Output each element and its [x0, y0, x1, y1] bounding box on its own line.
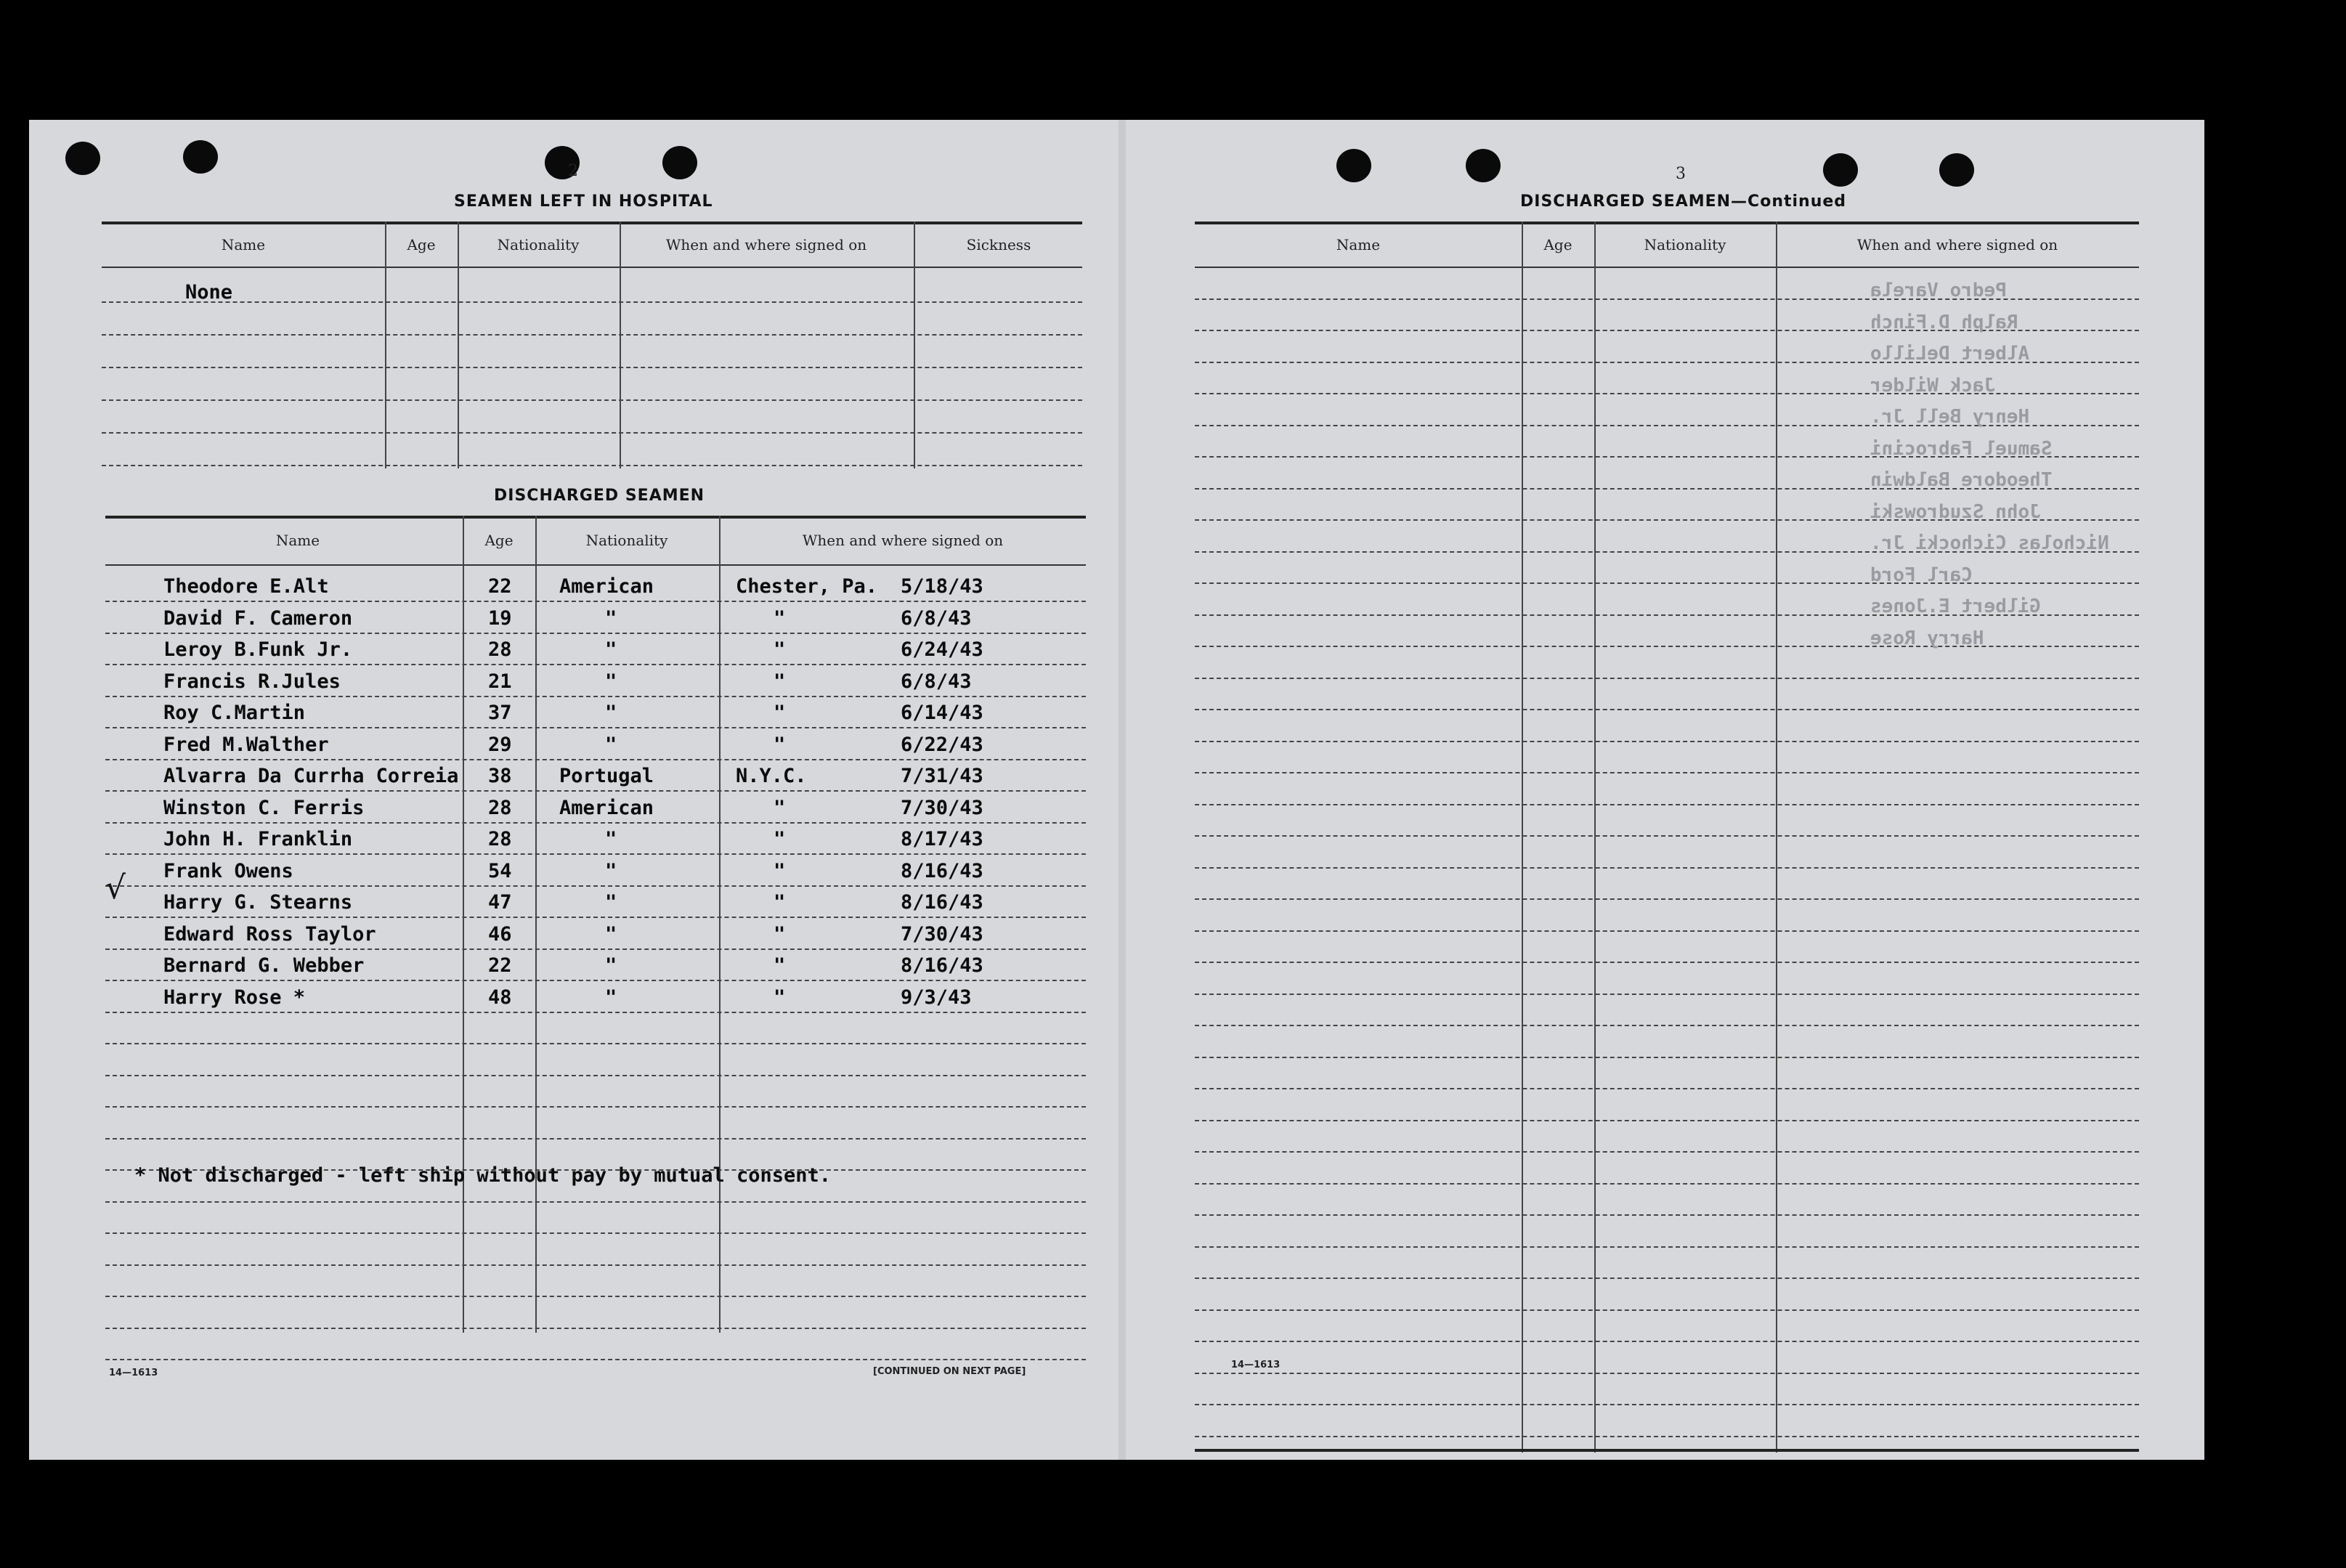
seaman-name: Winston C. Ferris: [163, 796, 365, 819]
seaman-nationality: ": [605, 922, 617, 946]
column-header-name: Name: [221, 236, 266, 253]
seaman-name: Frank Owens: [163, 859, 293, 882]
signed-on-date: 8/16/43: [901, 891, 983, 914]
seaman-nationality: ": [605, 828, 617, 850]
signed-on-date: 8/16/43: [901, 859, 983, 882]
seaman-name: Leroy B.Funk Jr.: [163, 638, 353, 661]
column-header-age: Age: [407, 236, 436, 253]
seaman-age: 46: [488, 922, 512, 946]
seaman-age: 48: [488, 986, 512, 1009]
bleed-through-text: Theodore Baldwin: [1870, 469, 2053, 491]
continued-note: [CONTINUED ON NEXT PAGE]: [873, 1366, 1026, 1377]
seaman-age: 22: [488, 954, 512, 977]
seaman-nationality: ": [605, 606, 617, 630]
bleed-through-text: Jack Wilder: [1870, 374, 1996, 397]
discharged-continued-title: DISCHARGED SEAMEN—Continued: [1520, 192, 1847, 211]
discharged-continued-table: [1195, 222, 2139, 1453]
seaman-name: Harry Rose *: [163, 986, 306, 1009]
seaman-age: 19: [488, 606, 512, 630]
signed-on-date: 8/16/43: [901, 954, 983, 977]
signed-on-place: ": [774, 828, 786, 850]
seaman-age: 38: [488, 765, 512, 787]
bleed-through-text: Nicholas Cichocki Jr.: [1870, 532, 2109, 554]
seaman-age: 28: [488, 828, 512, 850]
left-page: [29, 120, 1119, 1460]
bleed-through-text: Albert DeLillo: [1870, 343, 2030, 365]
seaman-age: 28: [488, 638, 512, 661]
column-header-name: Name: [275, 532, 320, 549]
seaman-nationality: ": [605, 986, 617, 1009]
seaman-name: John H. Franklin: [163, 828, 353, 850]
seaman-age: 28: [488, 796, 512, 819]
signed-on-date: 9/3/43: [901, 986, 972, 1009]
signed-on-place: ": [774, 733, 786, 756]
seaman-age: 37: [488, 702, 512, 724]
hospital-section-title: SEAMEN LEFT IN HOSPITAL: [454, 192, 713, 211]
seaman-name: Alvarra Da Currha Correia: [163, 765, 459, 787]
seaman-nationality: ": [605, 733, 617, 756]
bleed-through-text: Gilbert E.Jones: [1870, 596, 2041, 617]
signed-on-date: 7/30/43: [901, 796, 983, 819]
bleed-through-text: Henry Bell Jr.: [1870, 406, 2030, 428]
page-fold: [1119, 120, 1126, 1460]
column-header-signed-on: When and where signed on: [1856, 236, 2058, 253]
column-header-name: Name: [1336, 236, 1381, 253]
signed-on-date: 6/14/43: [901, 702, 983, 724]
column-header-age: Age: [1543, 236, 1572, 253]
column-header-signed-on: When and where signed on: [665, 236, 867, 253]
binder-hole: [1466, 149, 1501, 182]
signed-on-date: 6/8/43: [901, 670, 972, 693]
signed-on-place: Chester, Pa.: [736, 575, 878, 598]
column-header-sickness: Sickness: [966, 236, 1031, 253]
binder-hole: [1939, 153, 1974, 187]
seaman-nationality: ": [605, 638, 617, 661]
signed-on-place: ": [774, 922, 786, 946]
seaman-nationality: American: [559, 575, 654, 598]
hospital-table: [102, 222, 1082, 468]
form-number: 14—1613: [109, 1368, 158, 1378]
binder-hole: [1823, 153, 1858, 187]
column-header-nationality: Nationality: [497, 236, 580, 253]
bleed-through-text: Ralph D.Finch: [1870, 311, 2018, 333]
seaman-age: 54: [488, 859, 512, 882]
signed-on-date: 5/18/43: [901, 575, 983, 598]
bleed-through-text: Samuel Fabrocini: [1870, 437, 2053, 460]
page-number: 3: [1676, 165, 1686, 183]
seaman-nationality: ": [605, 954, 617, 977]
hospital-entry: None: [185, 281, 233, 304]
signed-on-date: 7/31/43: [901, 765, 983, 787]
signed-on-date: 6/22/43: [901, 733, 983, 756]
binder-hole: [183, 140, 218, 174]
column-header-signed-on: When and where signed on: [802, 532, 1004, 549]
bleed-through-text: Carl Ford: [1870, 564, 1973, 586]
column-header-nationality: Nationality: [1644, 236, 1726, 253]
document-sheet: [29, 120, 2204, 1460]
signed-on-place: ": [774, 954, 786, 977]
check-mark: √: [105, 869, 126, 906]
bleed-through-text: Harry Rose: [1870, 627, 1984, 649]
form-number: 14—1613: [1231, 1360, 1280, 1370]
seaman-age: 47: [488, 891, 512, 914]
signed-on-place: N.Y.C.: [736, 765, 807, 787]
discharged-table: [105, 516, 1086, 1333]
signed-on-place: ": [774, 638, 786, 661]
signed-on-place: ": [774, 796, 786, 819]
seaman-name: Fred M.Walther: [163, 733, 329, 756]
binder-hole: [65, 142, 100, 175]
right-page: [1126, 120, 2204, 1460]
signed-on-place: ": [774, 606, 786, 630]
signed-on-date: 8/17/43: [901, 828, 983, 850]
seaman-name: Roy C.Martin: [163, 702, 306, 724]
discharged-section-title: DISCHARGED SEAMEN: [494, 487, 705, 505]
signed-on-place: ": [774, 859, 786, 882]
bleed-through-text: Pedro Varela: [1870, 280, 2007, 301]
seaman-name: David F. Cameron: [163, 606, 353, 630]
signed-on-place: ": [774, 986, 786, 1009]
seaman-nationality: ": [605, 702, 617, 724]
binder-hole: [1336, 149, 1371, 182]
seaman-age: 22: [488, 575, 512, 598]
seaman-nationality: Portugal: [559, 765, 654, 787]
signed-on-date: 6/24/43: [901, 638, 983, 661]
seaman-age: 21: [488, 670, 512, 693]
seaman-name: Edward Ross Taylor: [163, 922, 376, 946]
footnote: * Not discharged - left ship without pay by mutual consent.: [134, 1164, 832, 1187]
seaman-name: Harry G. Stearns: [163, 891, 353, 914]
seaman-name: Bernard G. Webber: [163, 954, 365, 977]
seaman-nationality: ": [605, 891, 617, 914]
seaman-nationality: American: [559, 796, 654, 819]
seaman-nationality: ": [605, 670, 617, 693]
page-number: 2: [568, 162, 578, 180]
seaman-age: 29: [488, 733, 512, 756]
signed-on-date: 6/8/43: [901, 606, 972, 630]
seaman-name: Francis R.Jules: [163, 670, 341, 693]
column-header-nationality: Nationality: [585, 532, 668, 549]
binder-hole: [662, 146, 697, 179]
signed-on-date: 7/30/43: [901, 922, 983, 946]
seaman-name: Theodore E.Alt: [163, 575, 329, 598]
signed-on-place: ": [774, 891, 786, 914]
column-header-age: Age: [484, 532, 514, 549]
signed-on-place: ": [774, 702, 786, 724]
seaman-nationality: ": [605, 859, 617, 882]
signed-on-place: ": [774, 670, 786, 693]
bleed-through-text: John Szudrowski: [1870, 500, 2041, 523]
